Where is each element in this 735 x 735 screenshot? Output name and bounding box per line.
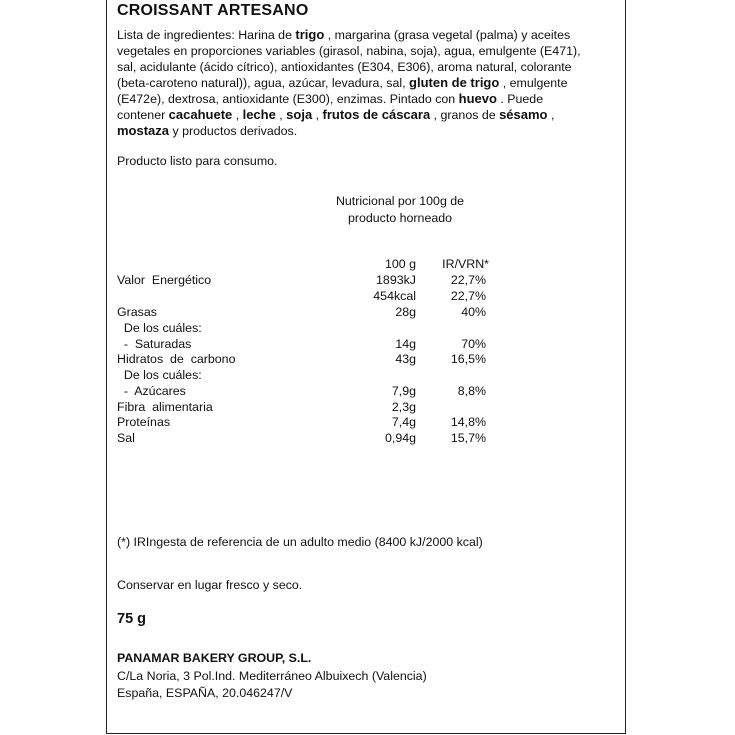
nutrition-column-headers — [117, 257, 497, 273]
value-ir-vrn: 70% — [461, 337, 486, 351]
company-address-line-2: España, ESPAÑA, 20.046247/V — [117, 686, 293, 700]
value-per-100g: 7,4g — [391, 415, 416, 429]
allergen-highlight: trigo — [295, 27, 325, 42]
value-per-100g: 2,3g — [391, 400, 416, 414]
nutrition-row — [117, 415, 497, 431]
allergen-highlight: mostaza — [117, 123, 170, 138]
nutrient-label: Hidratos de carbono — [117, 352, 236, 366]
nutrient-label: De los cuáles: — [117, 321, 202, 335]
nutrition-row — [117, 352, 497, 368]
nutrition-heading-line-2: producto horneado — [347, 211, 453, 225]
company-name: PANAMAR BAKERY GROUP, S.L. — [117, 651, 312, 665]
allergen-highlight: sésamo — [499, 107, 548, 122]
value-ir-vrn: 8,8% — [457, 384, 486, 398]
ir-footnote: (*) IRIngesta de referencia de un adulto medio (8400 kJ/2000 kcal) — [117, 535, 483, 549]
nutrition-row — [117, 384, 497, 400]
allergen-highlight: leche — [242, 107, 276, 122]
storage-instructions: Conservar en lugar fresco y seco. — [117, 578, 303, 592]
value-ir-vrn: 14,8% — [450, 415, 486, 429]
nutrition-row — [117, 289, 497, 305]
nutrient-label: Grasas — [117, 305, 157, 319]
nutrition-heading-line-1: Nutricional por 100g de — [335, 194, 465, 208]
ingredients-text: , emulgente (E472e), dextrosa, antioxidante (E300), enzimas. Pintado con — [117, 76, 568, 106]
nutrient-label: Sal — [117, 431, 135, 445]
ingredients-text: , margarina (grasa vegetal (palma) y aceites vegetales en proporciones variables (girasol, nabina, soja), agua, emulgente (E471), sal, acidulante (ácido cítrico), antioxidantes (E304, E306), aroma natural, colorante (beta-caroteno natural)), agua, azúcar, levadura, sal, — [117, 28, 581, 90]
ingredients-text: , — [232, 108, 243, 122]
nutrient-label: - Azúcares — [117, 384, 186, 398]
nutrient-label: Proteínas — [117, 415, 171, 429]
allergen-highlight: soja — [286, 107, 313, 122]
allergen-highlight: huevo — [458, 91, 497, 106]
ingredients-text: , granos de — [430, 108, 500, 122]
nutrition-row — [117, 368, 497, 384]
column-100g: 100 g — [384, 257, 416, 271]
ingredients-text: , — [547, 108, 555, 122]
ingredients-text: Lista de ingredientes: Harina de — [117, 28, 296, 42]
ingredients-text: , — [312, 108, 323, 122]
nutrition-row — [117, 321, 497, 337]
nutrient-label: - Saturadas — [117, 337, 192, 351]
nutrition-row — [117, 400, 497, 416]
ready-to-eat-note: Producto listo para consumo. — [117, 154, 278, 168]
allergen-highlight: frutos de cáscara — [322, 107, 431, 122]
value-per-100g: 7,9g — [391, 384, 416, 398]
value-per-100g: 43g — [395, 352, 416, 366]
column-ir-vrn: IR/VRN* — [442, 257, 489, 271]
value-per-100g: 454kcal — [373, 289, 416, 303]
ingredients-text: . Puede contener — [117, 92, 544, 122]
value-ir-vrn: 22,7% — [450, 289, 486, 303]
value-ir-vrn: 40% — [461, 305, 486, 319]
nutrition-row — [117, 431, 497, 447]
nutrient-label: Valor Energético — [117, 273, 212, 287]
value-per-100g: 0,94g — [384, 431, 416, 445]
nutrition-row — [117, 337, 497, 353]
value-per-100g: 1893kJ — [376, 273, 416, 287]
nutrition-row — [117, 305, 497, 321]
ingredients-list — [117, 27, 587, 139]
allergen-highlight: cacahuete — [168, 107, 233, 122]
value-per-100g: 14g — [395, 337, 416, 351]
value-ir-vrn: 15,7% — [450, 431, 486, 445]
value-ir-vrn: 16,5% — [450, 352, 486, 366]
value-ir-vrn: 22,7% — [450, 273, 486, 287]
allergen-highlight: gluten de trigo — [409, 75, 500, 90]
nutrition-row — [117, 273, 497, 289]
nutrition-heading — [320, 193, 480, 227]
net-weight: 75 g — [117, 611, 147, 627]
value-per-100g: 28g — [395, 305, 416, 319]
company-address-line-1: C/La Noria, 3 Pol.Ind. Mediterráneo Albuixech (Valencia) — [117, 669, 427, 683]
ingredients-text: , — [275, 108, 287, 122]
ingredients-text: y productos derivados. — [169, 124, 298, 138]
nutrient-label: Fibra alimentaria — [117, 400, 213, 414]
nutrient-label: De los cuáles: — [117, 368, 202, 382]
product-title: CROISSANT ARTESANO — [117, 2, 309, 19]
